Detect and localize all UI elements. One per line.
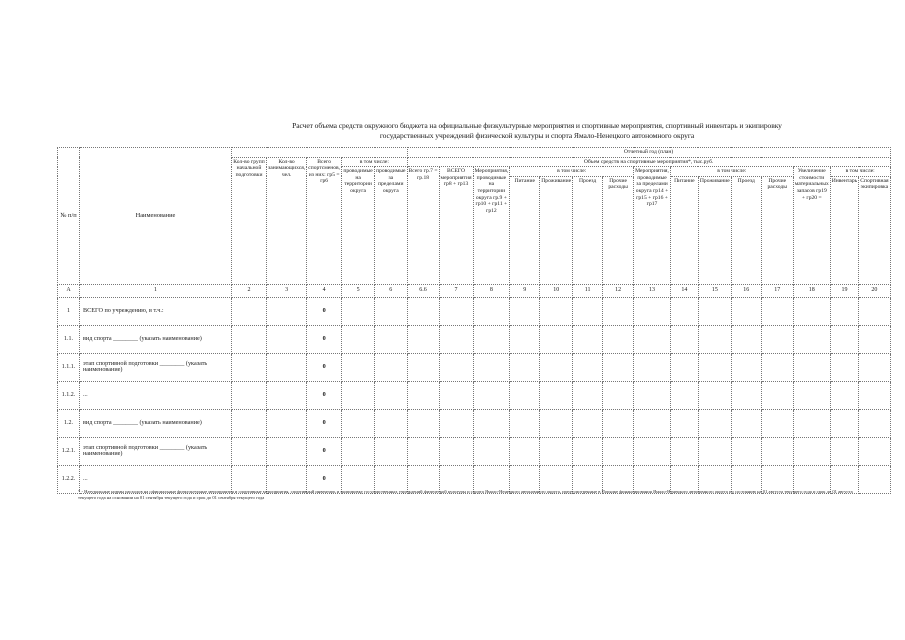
row-code: 1.2.2. <box>58 465 80 493</box>
column-number: 6.6 <box>407 284 439 297</box>
table-row <box>58 325 891 353</box>
table-row <box>58 409 891 437</box>
header-lodging-outside: Проживание <box>698 176 731 284</box>
row-name: ... <box>80 381 232 409</box>
column-number: 11 <box>573 284 603 297</box>
table-row <box>58 381 891 409</box>
column-number: 2 <box>232 284 267 297</box>
column-number: 16 <box>731 284 761 297</box>
row-name: вид спорта ________ (указать наименование) <box>80 409 232 437</box>
header-in-that-number: в том числе: <box>342 157 407 167</box>
row-value: 0 <box>307 325 342 353</box>
row-name: вид спорта ________ (указать наименование) <box>80 325 232 353</box>
row-value: 0 <box>307 353 342 381</box>
column-number-row <box>58 284 891 297</box>
row-name: ВСЕГО по учреждению, в т.ч.: <box>80 297 232 325</box>
column-number: 18 <box>793 284 830 297</box>
column-number: 17 <box>761 284 793 297</box>
row-code: 1.1.2. <box>58 381 80 409</box>
column-number: 10 <box>540 284 573 297</box>
column-number: 9 <box>510 284 540 297</box>
table-row <box>58 353 891 381</box>
header-participants: Кол-во занимающихся, чел. <box>267 157 307 284</box>
table-row <box>58 437 891 465</box>
header-total-events: ВСЕГО мероприятия гр8 + гр13 <box>439 167 473 285</box>
column-number: 8 <box>473 284 510 297</box>
row-name: этап спортивной подготовки ________ (указать наименование) <box>80 353 232 381</box>
column-number: 15 <box>698 284 731 297</box>
header-reporting-year: Отчетный год (план) <box>407 148 890 158</box>
row-code: 1 <box>58 297 80 325</box>
column-number: 5 <box>342 284 375 297</box>
row-name: ... <box>80 465 232 493</box>
column-number: 12 <box>603 284 634 297</box>
header-inside-region: проводимые на территории округа <box>342 167 375 285</box>
column-number: 14 <box>670 284 698 297</box>
table-row <box>58 297 891 325</box>
header-food-inside: Питание <box>510 176 540 284</box>
header-groups: Кол-во групп начальной подготовки <box>232 157 267 284</box>
row-name: этап спортивной подготовки ________ (указать наименование) <box>80 437 232 465</box>
header-name: Наименование <box>80 148 232 285</box>
row-code: 1.1.1. <box>58 353 80 381</box>
header-food-outside: Питание <box>670 176 698 284</box>
document-title <box>222 121 852 141</box>
header-volume: Объем средств на спортивные мероприятия*, тыс.руб. <box>407 157 890 167</box>
footnote: * - Натуральные нормы расходов на официальные физкультурные мероприятия и спортивные мероприятия, спортивный инвентарь и экипировку государственных учреждений физической культуры и спорта Ямало-Ненецкого автономного округа, предусмотренные в Порядке финансирования Ямало-Ненецкого автономного округа по состоянию на 01 августа текущего года и срок до 01 августа текущего года на основании на 01 сентября текущего года и срок до 01 сентября текущего года <box>78 489 853 500</box>
row-value: 0 <box>307 297 342 325</box>
header-athletes: Всего спортсменов, из них: гр5 = гр6 <box>307 157 342 284</box>
header-lodging-inside: Проживание <box>540 176 573 284</box>
header-other-inside: Прочие расходы <box>603 176 634 284</box>
column-number: 20 <box>859 284 890 297</box>
header-events-outside: Мероприятия, проводимые за пределами округа гр14 + гр15 + гр16 + гр17 <box>634 167 671 285</box>
header-equipment: Спортивная экипировка <box>859 176 890 284</box>
header-total-6a: Всего гр.7 = гр.18 <box>407 167 439 285</box>
header-in-that-number-4: в том числе: <box>830 167 890 177</box>
column-number: А <box>58 284 80 297</box>
header-in-that-number-2: в том числе: <box>510 167 634 177</box>
row-value: 0 <box>307 409 342 437</box>
header-materials: Увеличение стоимости материальных запасов гр19 + гр20 = <box>793 167 830 285</box>
header-travel-inside: Проезд <box>573 176 603 284</box>
row-code: 1.1. <box>58 325 80 353</box>
calculation-table <box>57 147 891 494</box>
header-other-outside: Прочие расходы <box>761 176 793 284</box>
header-travel-outside: Проезд <box>731 176 761 284</box>
title-line-1: Расчет объема средств окружного бюджета на официальные физкультурные мероприятия и спортивные мероприятия, спортивный инвентарь и экипировку <box>292 121 782 130</box>
column-number: 19 <box>830 284 858 297</box>
column-number: 7 <box>439 284 473 297</box>
title-line-2: государственных учреждений физической культуры и спорта Ямало-Ненецкого автономного округа <box>379 131 695 140</box>
column-number: 6 <box>375 284 407 297</box>
column-number: 3 <box>267 284 307 297</box>
column-number: 4 <box>307 284 342 297</box>
row-code: 1.2. <box>58 409 80 437</box>
header-empty-top <box>232 148 408 158</box>
column-number: 1 <box>80 284 232 297</box>
row-code: 1.2.1. <box>58 437 80 465</box>
header-outside-region: проводимые за пределами округа <box>375 167 407 285</box>
row-value: 0 <box>307 437 342 465</box>
row-value: 0 <box>307 381 342 409</box>
row-value: 0 <box>307 465 342 493</box>
header-in-that-number-3: в том числе: <box>670 167 793 177</box>
header-events-inside: Мероприятия, проводимые на территории округа гр.9 + гр10 + гр11 + гр12 <box>473 167 510 285</box>
header-number: № п/п <box>58 148 80 285</box>
column-number: 13 <box>634 284 671 297</box>
header-inventory: Инвентарь <box>830 176 858 284</box>
